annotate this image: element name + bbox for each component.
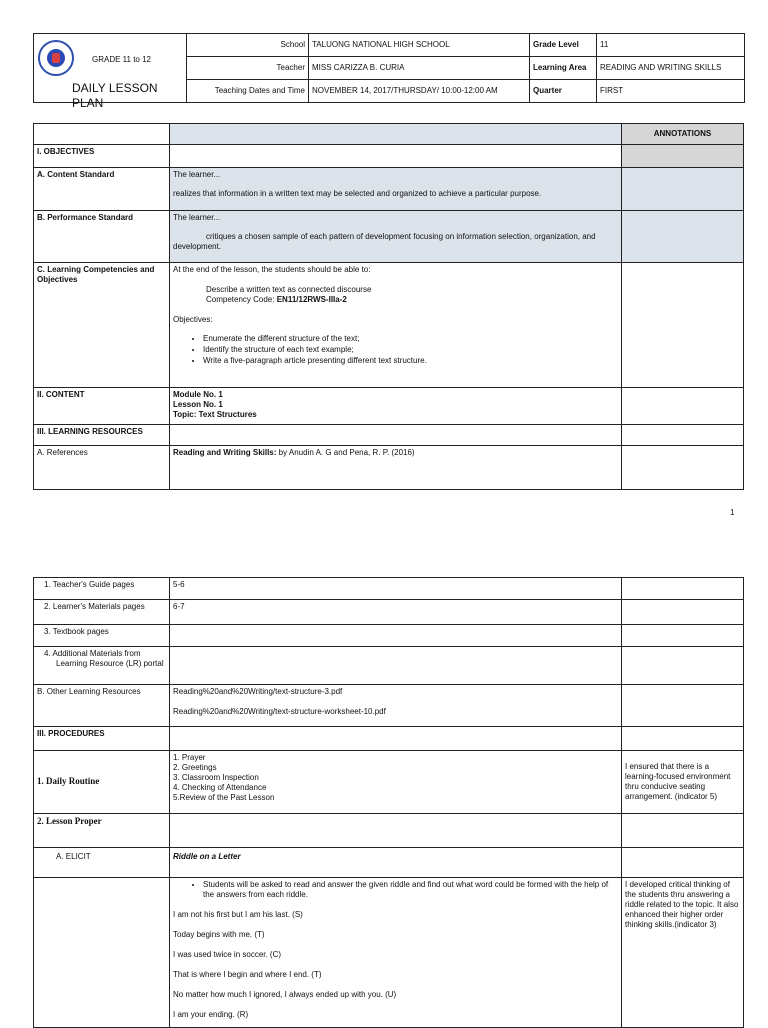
- daily-routine-items: [170, 751, 622, 814]
- content-details: [170, 388, 622, 425]
- annotation-cell: [622, 145, 744, 168]
- teacher-value: MISS CARIZZA B. CURIA: [309, 57, 530, 80]
- blank-cell: [170, 814, 622, 848]
- riddle-line: That is where I begin and where I end. (T): [173, 970, 322, 979]
- competencies-intro: At the end of the lesson, the students should be able to:: [173, 265, 371, 274]
- annotation-cell: [622, 848, 744, 878]
- objective-item: • Write a five-paragraph article presenting different text structure.: [203, 356, 618, 366]
- lr-item-value: [170, 647, 622, 685]
- reference-authors: by Anudin A. G and Pena, R. P. (2016): [276, 448, 415, 457]
- grade-range: GRADE 11 to 12: [92, 55, 151, 64]
- page-number: 1: [730, 508, 735, 517]
- teacher-label: Teacher: [187, 57, 309, 80]
- lr-item-label: 4. Additional Materials from Learning Resource (LR) portal: [34, 647, 170, 685]
- lesson-number: Lesson No. 1: [173, 400, 223, 409]
- references-text: [170, 446, 622, 490]
- lr-item-value: 6-7: [170, 600, 622, 625]
- elicit-instructions: [173, 880, 618, 900]
- content-standard-label: A. Content Standard: [34, 168, 170, 211]
- topic-text: Topic: Text Structures: [173, 410, 257, 419]
- content-heading: II. CONTENT: [34, 388, 170, 425]
- lr-item-value: 5-6: [170, 578, 622, 600]
- performance-standard-text: [170, 211, 622, 263]
- elicit-bullet: • Students will be asked to read and answer the given riddle and find out what word could be formed with the help of the answers from each riddle.: [203, 880, 618, 900]
- procedures-heading: III. PROCEDURES: [34, 727, 170, 751]
- routine-item: 4. Checking of Attendance: [173, 783, 267, 792]
- lesson-plan-table-page2: [33, 577, 744, 1028]
- document-title: DAILY LESSON PLAN: [72, 81, 158, 110]
- elicit-label: A. ELICIT: [34, 848, 170, 878]
- routine-item: 2. Greetings: [173, 763, 217, 772]
- daily-routine-label: 1. Daily Routine: [34, 751, 170, 814]
- objectives-list: [173, 334, 618, 366]
- school-label: School: [187, 34, 309, 57]
- performance-standard-line2: critiques a chosen sample of each pattern of development focusing on information selection, organization, and development.: [173, 232, 596, 251]
- competencies-label: C. Learning Competencies and Objectives: [34, 263, 170, 388]
- annotation-cell: [622, 685, 744, 727]
- annotations-header: ANNOTATIONS: [622, 124, 744, 145]
- elicit-annotation: I developed critical thinking of the students thru answering a riddle related to the topic. It also enhanced their higher order thinking skills.(indicator 3): [622, 878, 744, 1028]
- competency-code-value: EN11/12RWS-IIIa-2: [276, 295, 347, 304]
- dates-label: Teaching Dates and Time: [187, 80, 309, 103]
- learning-area-label: Learning Area: [530, 57, 597, 80]
- lesson-plan-table: [33, 123, 744, 490]
- annotation-cell: [622, 727, 744, 751]
- content-standard-line2: realizes that information in a written text may be selected and organized to achieve a particular purpose.: [173, 189, 542, 198]
- competency-code-label: Competency Code:: [206, 295, 275, 304]
- reference-book: Reading and Writing Skills:: [173, 448, 277, 457]
- objectives-label: Objectives:: [173, 315, 213, 324]
- performance-standard-label: B. Performance Standard: [34, 211, 170, 263]
- other-resources-label: B. Other Learning Resources: [34, 685, 170, 727]
- blank-cell: [170, 145, 622, 168]
- grade-level-value: 11: [597, 34, 745, 57]
- quarter-value: FIRST: [597, 80, 745, 103]
- lesson-plan-header: [33, 33, 745, 110]
- annotation-cell: [622, 168, 744, 211]
- lr-item-label: 3. Textbook pages: [34, 625, 170, 647]
- objective-item: • Enumerate the different structure of the text;: [203, 334, 618, 344]
- performance-standard-line1: The learner...: [173, 213, 221, 222]
- riddle-line: I am not his first but I am his last. (S): [173, 910, 303, 919]
- annotation-cell: [622, 388, 744, 425]
- other-resources-links: [170, 685, 622, 727]
- content-standard-text: [170, 168, 622, 211]
- competencies-text: [170, 263, 622, 388]
- lr-item-label: 1. Teacher's Guide pages: [34, 578, 170, 600]
- annotation-cell: [622, 578, 744, 600]
- blank-cell: [170, 727, 622, 751]
- lr-item-value: [170, 625, 622, 647]
- learning-resources-heading: III. LEARNING RESOURCES: [34, 425, 170, 446]
- resource-link[interactable]: Reading%20and%20Writing/text-structure-worksheet-10.pdf: [173, 707, 386, 716]
- daily-routine-annotation: I ensured that there is a learning-focused environment thru conducive seating arrangement. (indicator 5): [622, 751, 744, 814]
- grade-level-label: Grade Level: [530, 34, 597, 57]
- quarter-label: Quarter: [530, 80, 597, 103]
- competency-describe: Describe a written text as connected discourse: [206, 285, 372, 294]
- routine-item: 1. Prayer: [173, 753, 206, 762]
- annotation-cell: [622, 446, 744, 490]
- competency-code: [173, 295, 618, 305]
- blank-cell: [34, 124, 170, 145]
- routine-item: 3. Classroom Inspection: [173, 773, 259, 782]
- learning-area-value: READING AND WRITING SKILLS: [597, 57, 745, 80]
- lr-item-label: 2. Learner's Materials pages: [34, 600, 170, 625]
- riddle-line: I was used twice in soccer. (C): [173, 950, 282, 959]
- school-value: TALUONG NATIONAL HIGH SCHOOL: [309, 34, 530, 57]
- annotation-cell: [622, 647, 744, 685]
- routine-item: 5.Review of the Past Lesson: [173, 793, 275, 802]
- annotation-cell: [622, 263, 744, 388]
- blank-cell: [170, 425, 622, 446]
- resource-link[interactable]: Reading%20and%20Writing/text-structure-3.pdf: [173, 687, 343, 696]
- riddle-line: Today begins with me. (T): [173, 930, 265, 939]
- lesson-proper-label: 2. Lesson Proper: [34, 814, 170, 848]
- annotation-cell: [622, 425, 744, 446]
- blank-shaded-cell: [170, 124, 622, 145]
- objectives-heading: I. OBJECTIVES: [34, 145, 170, 168]
- content-standard-line1: The learner...: [173, 170, 221, 179]
- header-logo-cell: [34, 34, 187, 110]
- annotation-cell: [622, 600, 744, 625]
- annotation-cell: [622, 211, 744, 263]
- riddle-line: I am your ending. (R): [173, 1010, 249, 1019]
- annotation-cell: [622, 814, 744, 848]
- module-number: Module No. 1: [173, 390, 223, 399]
- deped-seal-icon: [38, 40, 74, 76]
- elicit-title: Riddle on a Letter: [170, 848, 622, 878]
- objective-item: • Identify the structure of each text example;: [203, 345, 618, 355]
- dates-value: NOVEMBER 14, 2017/THURSDAY/ 10:00-12:00 AM: [309, 80, 530, 103]
- annotation-cell: [622, 625, 744, 647]
- riddle-line: No matter how much I ignored, I always ended up with you. (U): [173, 990, 397, 999]
- references-label: A. References: [34, 446, 170, 490]
- elicit-content: [170, 878, 622, 1028]
- blank-cell: [34, 878, 170, 1028]
